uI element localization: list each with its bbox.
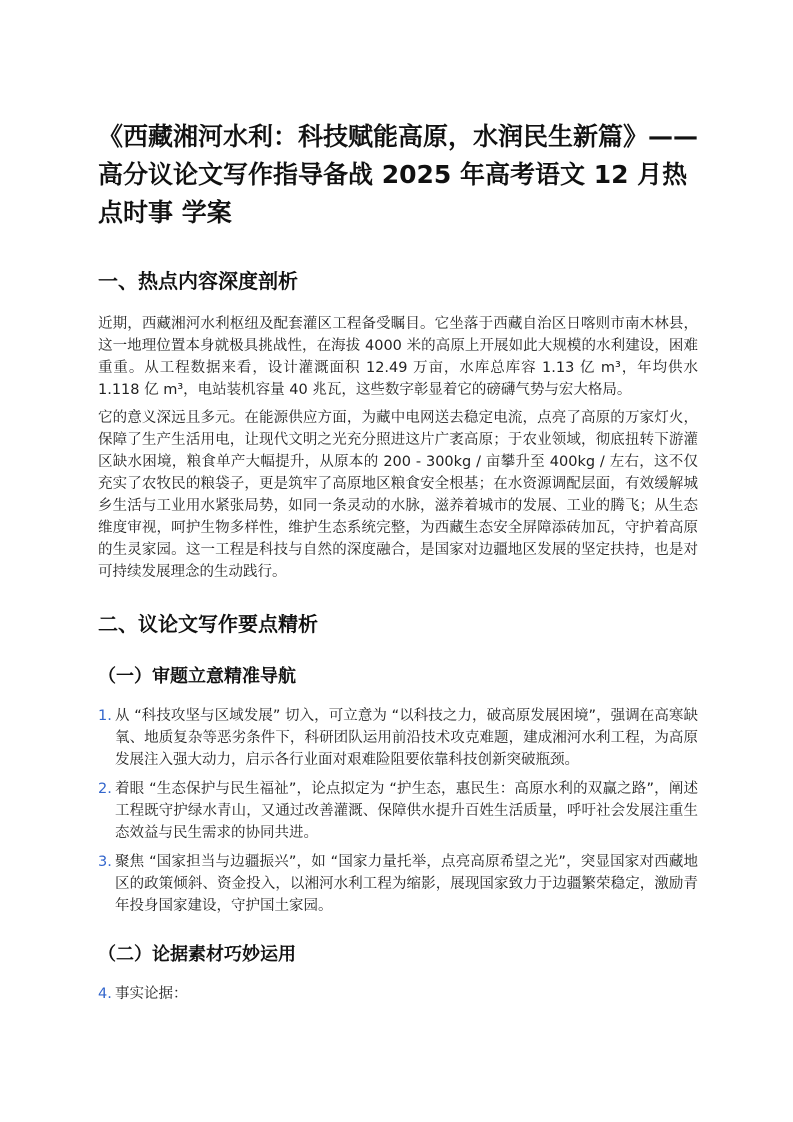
list-item-text: 聚焦 “国家担当与边疆振兴”，如 “国家力量托举，点亮高原希望之光”，突显国家对西藏地区的政策倾斜、资金投入，以湘河水利工程为缩影，展现国家致力于边疆繁荣稳定，激励青年投身国家建设，守护国土家园。 xyxy=(115,854,698,914)
list-item-text: 事实论据： xyxy=(115,986,188,1002)
body-paragraph: 近期，西藏湘河水利枢纽及配套灌区工程备受瞩目。它坐落于西藏自治区日喀则市南木林县，这一地理位置本身就极具挑战性，在海拔 4000 米的高原上开展如此大规模的水利建设，困难重重。从工程数据来看，设计灌溉面积 12.49 万亩，水库总库容 1.13 亿 m³，年均供水 1.118 亿 m³，电站装机容量 40 兆瓦，这些数字彰显着它的磅礴气势与宏大格局。 xyxy=(98,316,698,398)
list-item-text: 从 “科技攻坚与区域发展” 切入，可立意为 “以科技之力，破高原发展困境”，强调在高寒缺氧、地质复杂等恶劣条件下，科研团队运用前沿技术攻克难题，建成湘河水利工程，为高原发展注入强大动力，启示各行业面对艰难险阻要依靠科技创新突破瓶颈。 xyxy=(115,708,698,768)
list-item xyxy=(98,705,698,771)
list-item xyxy=(98,851,698,917)
list-item xyxy=(98,983,698,1005)
numbered-list xyxy=(98,983,698,1005)
document-page xyxy=(98,118,698,1012)
subsection-heading-evidence: （二）论据素材巧妙运用 xyxy=(98,944,296,965)
list-number: 2. xyxy=(98,781,112,797)
list-number: 4. xyxy=(98,986,112,1002)
list-item-text: 着眼 “生态保护与民生福祉”，论点拟定为 “护生态，惠民生：高原水利的双赢之路”，阐述工程既守护绿水青山，又通过改善灌溉、保障供水提升百姓生活质量，呼吁社会发展注重生态效益与民生需求的协同共进。 xyxy=(115,781,698,841)
section-heading-writing-points: 二、议论文写作要点精析 xyxy=(98,612,318,636)
document-title: 《西藏湘河水利：科技赋能高原，水润民生新篇》——高分议论文写作指导备战 2025 年高考语文 12 月热点时事 学案 xyxy=(98,122,699,227)
section-heading-analysis: 一、热点内容深度剖析 xyxy=(98,269,298,293)
list-item xyxy=(98,778,698,844)
body-paragraph: 它的意义深远且多元。在能源供应方面，为藏中电网送去稳定电流，点亮了高原的万家灯火，保障了生产生活用电，让现代文明之光充分照进这片广袤高原；于农业领域，彻底扭转下游灌区缺水困境，粮食单产大幅提升，从原本的 200 - 300kg / 亩攀升至 400kg / 左右，这不仅充实了农牧民的粮袋子，更是筑牢了高原地区粮食安全根基；在水资源调配层面，有效缓解城乡生活与工业用水紧张局势，如同一条灵动的水脉，滋养着城市的发展、工业的腾飞；从生态维度审视，呵护生物多样性，维护生态系统完整，为西藏生态安全屏障添砖加瓦，守护着高原的生灵家园。这一工程是科技与自然的深度融合，是国家对边疆地区发展的坚定扶持，也是对可持续发展理念的生动践行。 xyxy=(98,410,698,580)
list-number: 1. xyxy=(98,708,112,724)
subsection-heading-topic: （一）审题立意精准导航 xyxy=(98,666,296,687)
numbered-list xyxy=(98,705,698,917)
list-number: 3. xyxy=(98,854,112,870)
